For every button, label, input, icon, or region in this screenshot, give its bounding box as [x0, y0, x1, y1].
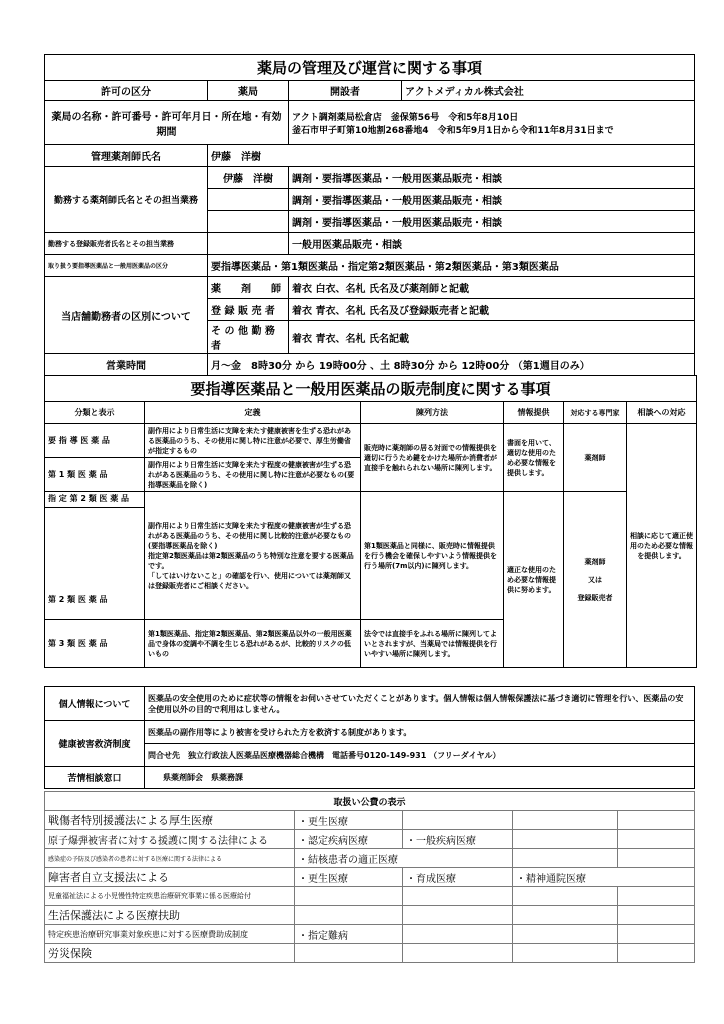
section2-title: 要指導医薬品と一般用医薬品の販売制度に関する事項 — [45, 376, 697, 402]
header-category: 分類と表示 — [45, 402, 145, 424]
item-cell — [618, 925, 695, 944]
definition-cell: 第1類医薬品、指定第2類医薬品、第2類医薬品以外の一般用医薬品で身体の変調や不調を生じる恐れがあるが、比較的リスクの低いもの — [145, 620, 361, 668]
header-definition: 定義 — [145, 402, 361, 424]
item-cell: ・結核患者の適正医療 — [295, 849, 513, 868]
item-cell — [403, 906, 513, 925]
distinction-role: そ の 他 勤 務 者 — [208, 321, 289, 354]
law-cell: 戦傷者特別援護法による厚生医療 — [45, 811, 295, 830]
header-expert: 対応する専門家 — [564, 402, 627, 424]
item-cell — [403, 887, 513, 906]
item-cell — [513, 830, 618, 849]
item-cell — [513, 906, 618, 925]
hours-label: 営業時間 — [45, 354, 208, 376]
expert-cell: 薬剤師 — [564, 424, 627, 492]
item-cell — [618, 830, 695, 849]
display-cell: 販売時に薬剤師の居る対面での情報提供を適切に行うため鍵をかけた場所か消費者が直接手を触れられない場所に陳列します。 — [361, 424, 504, 492]
item-cell: ・一般疾病医療 — [403, 830, 513, 849]
pharmacist-duty: 調剤・要指導医薬品・一般用医薬品販売・相談 — [289, 211, 695, 233]
law-cell: 生活保護法による医療扶助 — [45, 906, 295, 925]
header-display: 陳列方法 — [361, 402, 504, 424]
info-cell: 書面を用いて、適切な使用のため必要な情報を提供します。 — [504, 424, 564, 492]
item-cell — [513, 944, 618, 963]
item-cell: ・更生医療 — [295, 868, 403, 887]
pharmacist-name — [208, 211, 289, 233]
category-cell: 要 指 導 医 薬 品 — [45, 424, 145, 458]
category-cell: 第 2 類 医 薬 品 — [45, 508, 145, 620]
header-consult: 相談への対応 — [627, 402, 697, 424]
info-cell: 適正な使用のため必要な情報提供に努めます。 — [504, 492, 564, 668]
category-cell: 第 3 類 医 薬 品 — [45, 620, 145, 668]
distinction-role: 薬 剤 師 — [208, 277, 289, 299]
section1-title: 薬局の管理及び運営に関する事項 — [45, 55, 695, 81]
registered-label: 勤務する登録販売者氏名とその担当業務 — [45, 233, 208, 255]
expert-or: 又は — [588, 575, 602, 584]
pharmacists-label: 勤務する薬剤師氏名とその担当業務 — [45, 167, 208, 233]
distinction-desc: 着衣 青衣、名札 氏名記載 — [289, 321, 695, 354]
expert-registered: 登録販売者 — [577, 593, 613, 602]
item-cell: ・精神通院医療 — [513, 868, 695, 887]
definition-cell: 副作用により日常生活に支障を来たす程度の健康被害が生ずる恐れがある医薬品のうち、その使用に関し比較的注意が必要なもの(要指導医薬品を除く) 指定第2類医薬品は第2類医薬品のうち特別な注意を要する医薬品です。 「してはいけないこと」の確認を行い、使用については薬剤師又は登録販売者にご相談ください。 — [145, 492, 361, 620]
complaint-value: 県薬剤師会 県薬務課 — [145, 767, 695, 789]
definition-cell: 副作用により日常生活に支障を来たす健康被害を生ずる恐れがある医薬品のうち、その使用に関し特に注意が必要で、厚生労働省が指定するもの — [145, 424, 361, 458]
item-cell: ・指定難病 — [295, 925, 403, 944]
item-cell: ・育成医療 — [403, 868, 513, 887]
distinction-label: 当店舗勤務者の区別について — [45, 277, 208, 354]
pharmacist-duty: 調剤・要指導医薬品・一般用医薬品販売・相談 — [289, 189, 695, 211]
law-cell: 労災保険 — [45, 944, 295, 963]
item-cell — [295, 887, 403, 906]
item-cell — [618, 849, 695, 868]
section4-title: 取扱い公費の表示 — [45, 792, 695, 811]
item-cell — [403, 944, 513, 963]
item-cell: ・更生医療 — [295, 811, 403, 830]
law-cell: 障害者自立支援法による — [45, 868, 295, 887]
expert-cell — [564, 492, 627, 668]
pharmacist-name: 伊藤 洋樹 — [208, 167, 289, 189]
item-cell — [618, 811, 695, 830]
privacy-label: 個人情報について — [45, 687, 145, 721]
law-cell: 児童福祉法による小児慢性特定疾患治療研究事業に係る医療給付 — [45, 887, 295, 906]
relief-contact: 問合せ先 独立行政法人医薬品医療機器総合機構 電話番号0120-149-931 （フリーダイヤル） — [145, 744, 695, 767]
display-cell: 法令では直接手をふれる場所に陳列してよいとされますが、当薬局では情報提供を行いやすい場所に陳列します。 — [361, 620, 504, 668]
item-cell — [403, 925, 513, 944]
item-cell — [618, 944, 695, 963]
header-info: 情報提供 — [504, 402, 564, 424]
law-cell: 感染症の予防及び感染者の患者に対する医療に関する法律による — [45, 849, 295, 868]
item-cell — [618, 906, 695, 925]
pharmacy-management-table — [44, 54, 695, 376]
item-cell — [618, 887, 695, 906]
item-cell — [513, 849, 618, 868]
item-cell — [513, 811, 618, 830]
name-value: アクト調剤薬局松倉店 釜保第56号 令和5年8月10日 釜石市甲子町第10地割268番地4 令和5年9月1日から令和11年8月31日まで — [289, 101, 695, 145]
item-cell — [513, 887, 618, 906]
item-cell — [295, 906, 403, 925]
distinction-desc: 着衣 青衣、名札 氏名及び登録販売者と記載 — [289, 299, 695, 321]
handled-value: 要指導医薬品・第1類医薬品・指定第2類医薬品・第2類医薬品・第3類医薬品 — [208, 255, 695, 277]
definition-cell: 副作用により日常生活に支障を来たす程度の健康被害が生ずる恐れがある医薬品のうち、その使用に関し特に注意が必要なもの(要指導医薬品を除く) — [145, 458, 361, 492]
category-cell: 指 定 第 2 類 医 薬 品 — [45, 492, 145, 508]
permit-value: 薬局 — [208, 81, 289, 101]
complaint-label: 苦情相談窓口 — [45, 767, 145, 789]
handled-label: 取り扱う要指導医薬品と一般用医薬品の区分 — [45, 255, 208, 277]
relief-label: 健康被害救済制度 — [45, 721, 145, 767]
item-cell — [295, 944, 403, 963]
law-cell: 原子爆弾被害者に対する援護に関する法律による — [45, 830, 295, 849]
public-expense-table — [44, 791, 695, 963]
relief-text: 医薬品の副作用等により被害を受けられた方を救済する制度があります。 — [145, 721, 695, 744]
pharmacist-duty: 調剤・要指導医薬品・一般用医薬品販売・相談 — [289, 167, 695, 189]
item-cell — [513, 925, 618, 944]
manager-label: 管理薬剤師氏名 — [45, 145, 208, 167]
category-cell: 第 1 類 医 薬 品 — [45, 458, 145, 492]
hours-value: 月～金 8時30分 から 19時00分 、土 8時30分 から 12時00分 （第1週目のみ） — [208, 354, 695, 376]
pharmacist-name — [208, 189, 289, 211]
privacy-relief-table — [44, 686, 695, 789]
sales-system-table — [44, 375, 697, 668]
founder-value: アクトメディカル株式会社 — [402, 81, 695, 101]
display-cell: 第1類医薬品と同様に、販売時に情報提供を行う機会を確保しやすいよう情報提供を行う場所(7m以内)に陳列します。 — [361, 492, 504, 620]
permit-label: 許可の区分 — [45, 81, 208, 101]
registered-name — [208, 233, 289, 255]
expert-pharmacist: 薬剤師 — [584, 557, 606, 566]
distinction-role: 登 録 販 売 者 — [208, 299, 289, 321]
item-cell: ・認定疾病医療 — [295, 830, 403, 849]
founder-label: 開設者 — [289, 81, 402, 101]
name-label: 薬局の名称・許可番号・許可年月日・所在地・有効期間 — [45, 101, 289, 145]
consult-cell: 相談に応じて適正使用のため必要な情報を提供します。 — [627, 424, 697, 668]
privacy-text: 医薬品の安全使用のために症状等の情報をお伺いさせていただくことがあります。個人情報は個人情報保護法に基づき適切に管理を行い、医薬品の安全使用以外の目的で利用はしません。 — [145, 687, 695, 721]
registered-duty: 一般用医薬品販売・相談 — [289, 233, 695, 255]
distinction-desc: 着衣 白衣、名札 氏名及び薬剤師と記載 — [289, 277, 695, 299]
law-cell: 特定疾患治療研究事業対象疾患に対する医療費助成制度 — [45, 925, 295, 944]
manager-value: 伊藤 洋樹 — [208, 145, 695, 167]
item-cell — [403, 811, 513, 830]
